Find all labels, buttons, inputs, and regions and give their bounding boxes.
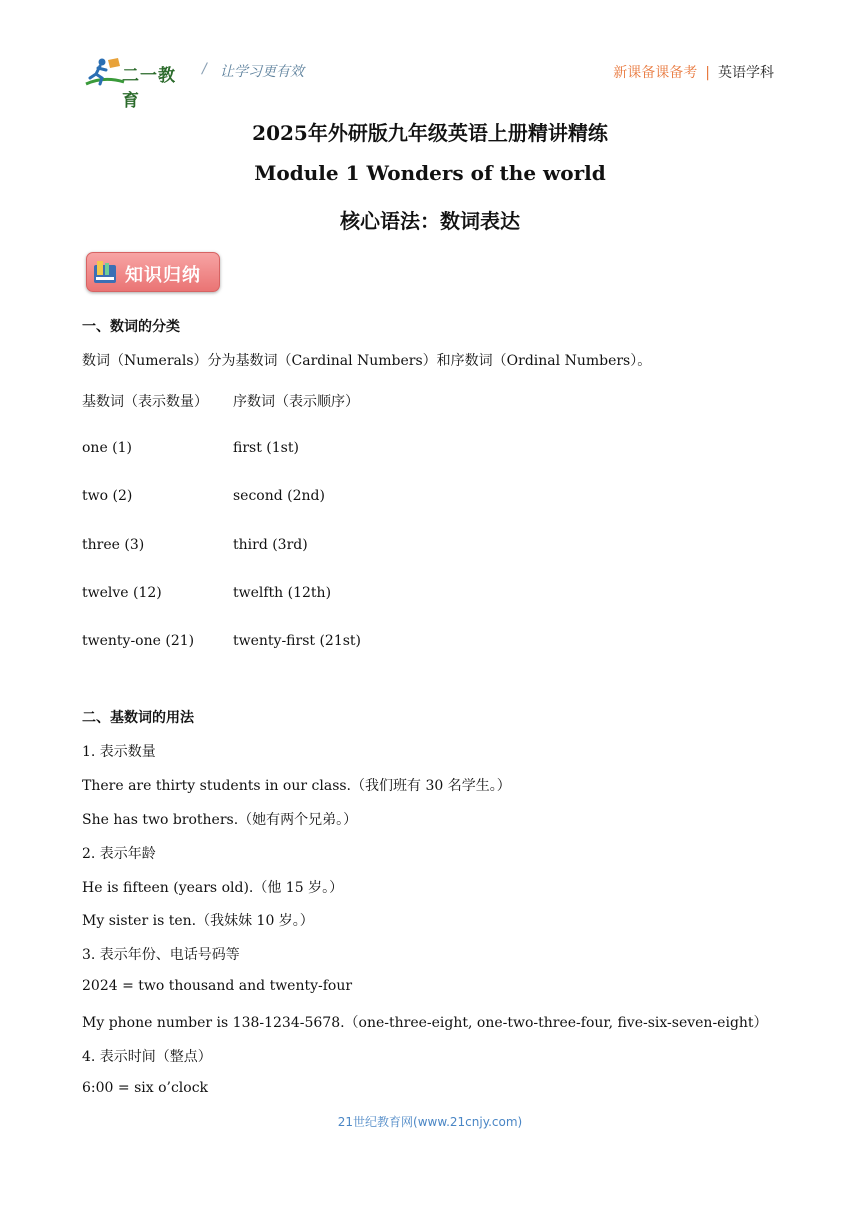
doc-title: 2025年外研版九年级英语上册精讲精练 bbox=[252, 121, 608, 145]
usage-subheading: 4. 表示时间（整点） bbox=[82, 1049, 212, 1065]
footer-link[interactable]: 21世纪教育网(www.21cnjy.com) bbox=[337, 1115, 523, 1129]
cardinal-item: three (3) bbox=[82, 537, 145, 553]
cardinal-item: twenty-one (21) bbox=[82, 633, 195, 649]
header-slogan: 让学习更有效 bbox=[220, 64, 304, 80]
example-sentence: 6:00 = six o’clock bbox=[82, 1080, 209, 1096]
col-header-ordinal: 序数词（表示顺序） bbox=[233, 394, 359, 410]
header-slash: / bbox=[202, 61, 207, 77]
ordinal-item: first (1st) bbox=[233, 440, 299, 456]
header-separator: | bbox=[705, 65, 710, 81]
example-sentence: There are thirty students in our class.（我们班有 30 名学生。） bbox=[82, 778, 511, 794]
badge-label: 知识归纳 bbox=[125, 265, 201, 286]
ordinal-item: second (2nd) bbox=[233, 488, 325, 504]
example-sentence: My phone number is 138-1234-5678.（one-three-eight, one-two-three-four, five-six-seven-eight） bbox=[82, 1015, 768, 1031]
module-title: Module 1 Wonders of the world bbox=[254, 161, 606, 185]
ordinal-item: twenty-first (21st) bbox=[233, 633, 362, 649]
cardinal-item: one (1) bbox=[82, 440, 133, 456]
book-icon bbox=[93, 259, 117, 285]
example-sentence: He is fifteen (years old).（他 15 岁。） bbox=[82, 880, 344, 896]
logo-text: 二一教育 bbox=[122, 66, 176, 111]
section1-intro: 数词（Numerals）分为基数词（Cardinal Numbers）和序数词（Ordinal Numbers）。 bbox=[82, 353, 652, 369]
usage-subheading: 1. 表示数量 bbox=[82, 744, 156, 760]
knowledge-badge bbox=[86, 252, 220, 292]
ordinal-item: twelfth (12th) bbox=[233, 585, 332, 601]
cardinal-item: two (2) bbox=[82, 488, 133, 504]
usage-subheading: 2. 表示年龄 bbox=[82, 846, 156, 862]
header-subject: 英语学科 bbox=[718, 65, 774, 81]
header-course-label: 新课备课备考 bbox=[613, 65, 698, 81]
example-sentence: She has two brothers.（她有两个兄弟。） bbox=[82, 812, 358, 828]
example-sentence: 2024 = two thousand and twenty-four bbox=[82, 978, 353, 994]
header-right bbox=[613, 62, 774, 82]
cardinal-item: twelve (12) bbox=[82, 585, 162, 601]
section1-heading: 一、数词的分类 bbox=[82, 319, 180, 335]
col-header-cardinal: 基数词（表示数量） bbox=[82, 394, 208, 410]
ordinal-item: third (3rd) bbox=[233, 537, 308, 553]
topic-title: 核心语法：数词表达 bbox=[340, 209, 520, 233]
section2-heading: 二、基数词的用法 bbox=[82, 710, 194, 726]
usage-subheading: 3. 表示年份、电话号码等 bbox=[82, 947, 240, 963]
brand-logo bbox=[84, 56, 190, 111]
example-sentence: My sister is ten.（我妹妹 10 岁。） bbox=[82, 913, 314, 929]
